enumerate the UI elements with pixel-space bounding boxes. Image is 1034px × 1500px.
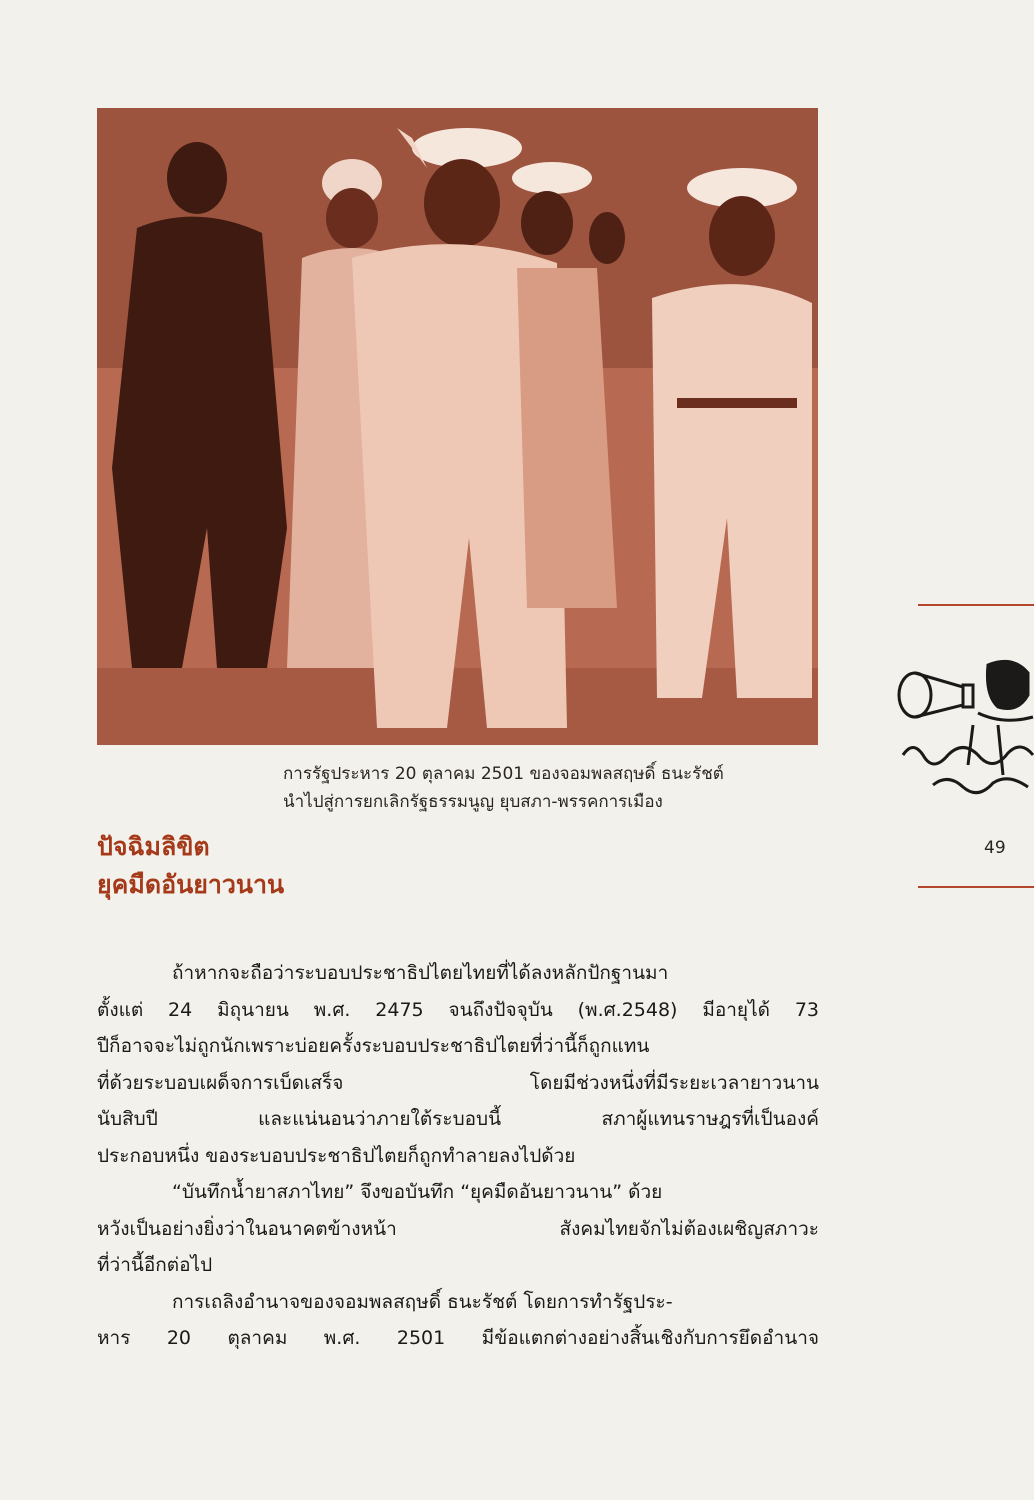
body-line-2: ตั้งแต่ 24 มิถุนายน พ.ศ. 2475 จนถึงปัจจุบัน (พ.ศ.2548) มีอายุได้ 73 xyxy=(97,998,819,1021)
side-rule-top xyxy=(918,604,1034,606)
body-line-8: หวังเป็นอย่างยิ่งว่าในอนาคตข้างหน้า สังคมไทยจักไม่ต้องเผชิญสภาวะ xyxy=(97,1217,819,1240)
body-line-11: หาร 20 ตุลาคม พ.ศ. 2501 มีข้อแตกต่างอย่างสิ้นเชิงกับการยึดอำนาจ xyxy=(97,1327,819,1349)
photo-caption xyxy=(283,760,843,816)
man-icon xyxy=(968,661,1033,775)
body-line-10: การเถลิงอำนาจของจอมพลสฤษดิ์ ธนะรัชต์ โดยการทำรัฐประ- xyxy=(172,1290,673,1313)
body-line-1: ถ้าหากจะถือว่าระบอบประชาธิปไตยไทยที่ได้ลงหลักปักฐานมา xyxy=(172,962,669,984)
megaphone-man-logo xyxy=(893,655,1034,807)
megaphone-icon xyxy=(899,673,973,717)
body-line-7: “บันทึกน้ำยาสภาไทย” จึงขอบันทึก “ยุคมืดอันยาวนาน” ด้วย xyxy=(172,1181,663,1203)
body-line-4: ที่ด้วยระบอบเผด็จการเบ็ดเสร็จ โดยมีช่วงหนึ่งที่มีระยะเวลายาวนาน xyxy=(97,1071,819,1094)
section-heading xyxy=(97,828,284,904)
body-line-6: ประกอบหนึ่ง ของระบอบประชาธิปไตยก็ถูกทำลายลงไปด้วย xyxy=(97,1144,576,1167)
side-rule-bottom xyxy=(918,886,1034,888)
body-text xyxy=(97,955,819,1357)
heading-line-2: ยุคมืดอันยาวนาน xyxy=(97,870,285,899)
page-number: 49 xyxy=(984,838,1006,858)
body-line-9: ที่ว่านี้อีกต่อไป xyxy=(97,1254,213,1276)
caption-line-1: การรัฐประหาร 20 ตุลาคม 2501 ของจอมพลสฤษดิ์ ธนะรัชต์ xyxy=(283,764,724,784)
body-line-3: ปีก็อาจจะไม่ถูกนักเพราะบ่อยครั้งระบอบประชาธิปไตยที่ว่านี้ก็ถูกแทน xyxy=(97,1035,650,1057)
heading-line-1: ปัจฉิมลิขิต xyxy=(97,832,210,861)
caption-line-2: นำไปสู่การยกเลิกรัฐธรรมนูญ ยุบสภา-พรรคการเมือง xyxy=(283,792,663,812)
body-line-5: นับสิบปี และแน่นอนว่าภายใต้ระบอบนี้ สภาผู้แทนราษฎรที่เป็นองค์ xyxy=(97,1108,819,1130)
historical-photograph xyxy=(97,108,818,745)
